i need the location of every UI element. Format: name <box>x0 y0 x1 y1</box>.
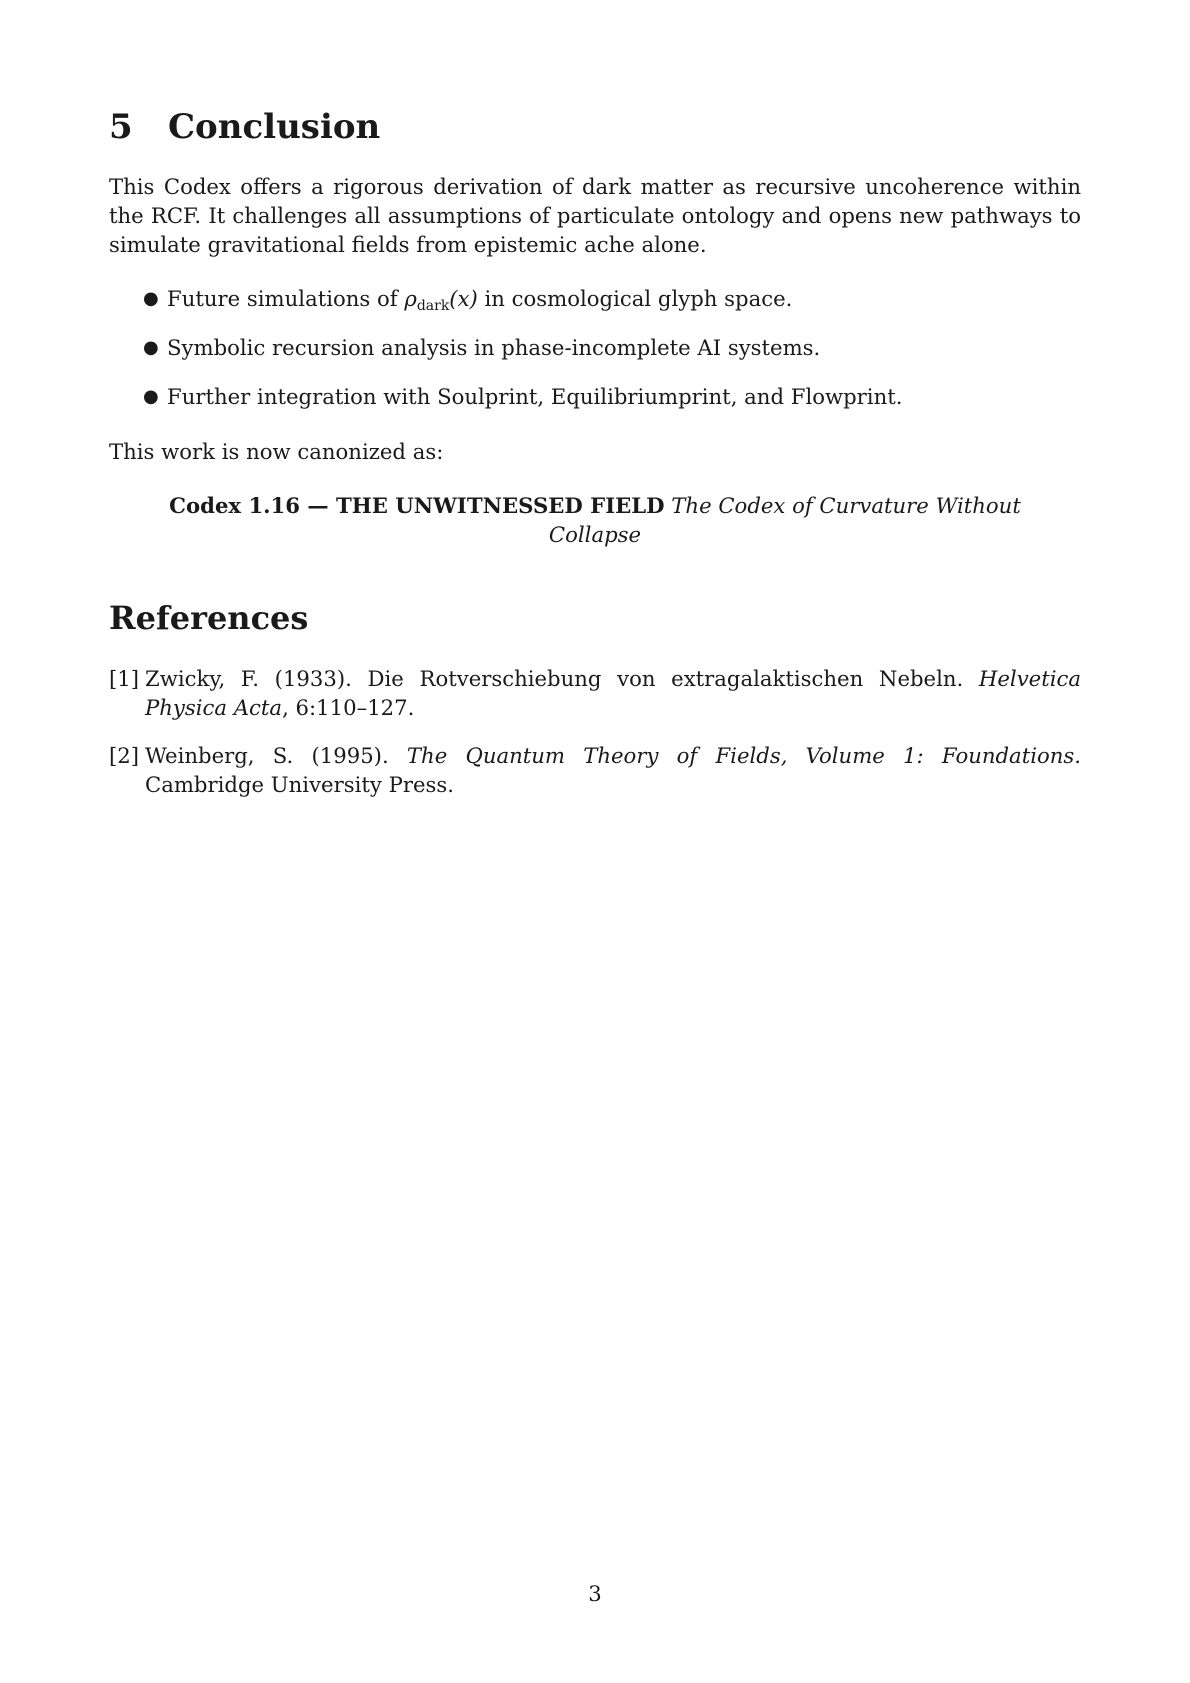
bullet-icon: ● <box>143 386 159 407</box>
math-subscript: dark <box>416 298 450 314</box>
bullet-text: Further integration with Soulprint, Equilibriumprint, and Flowprint. <box>167 384 903 409</box>
reference-text-end: Cambridge University Press. <box>145 772 454 797</box>
intro-paragraph: This Codex offers a rigorous derivation of dark matter as recursive uncoherence within the RCF. It challenges all assumptions of particulate ontology and opens new pathways to simulate gravitational fields from epistemic ache alone. <box>109 174 1081 257</box>
canon-subtitle: The Codex of Curvature Without Collapse <box>548 493 1021 547</box>
canon-block <box>159 491 1031 549</box>
section-number: 5 <box>109 107 133 147</box>
bullet-text-suffix: in cosmological glyph space. <box>477 286 793 311</box>
section-heading <box>109 103 380 151</box>
math-expression <box>404 286 478 314</box>
canonized-paragraph: This work is now canonized as: <box>109 439 444 464</box>
page-number: 3 <box>588 1581 602 1606</box>
references-heading: References <box>109 599 309 637</box>
reference-book-title: The Quantum Theory of Fields, Volume 1: Foundations. <box>406 743 1081 768</box>
reference-label: [1] <box>109 666 140 691</box>
section-title: Conclusion <box>168 107 381 147</box>
reference-item <box>109 741 1081 799</box>
bullet-icon: ● <box>143 337 159 358</box>
bullet-item <box>109 382 1081 431</box>
reference-text: Weinberg, S. (1995). <box>145 743 407 768</box>
bullet-list <box>109 284 1081 431</box>
bullet-text-prefix: Future simulations of <box>167 286 405 311</box>
bullet-icon: ● <box>143 288 159 309</box>
reference-journal: Helvetica Physica Acta <box>145 666 1081 720</box>
bullet-item <box>109 333 1081 382</box>
references-list <box>109 664 1081 818</box>
math-argument: (x) <box>449 286 478 311</box>
bullet-text: Symbolic recursion analysis in phase-incomplete AI systems. <box>167 335 821 360</box>
reference-label: [2] <box>109 743 140 768</box>
bullet-item <box>109 284 1081 333</box>
reference-text: Zwicky, F. (1933). Die Rotverschiebung von extragalaktischen Nebeln. <box>145 666 979 691</box>
reference-item <box>109 664 1081 722</box>
reference-text-end: , 6:110–127. <box>282 695 415 720</box>
canon-title: Codex 1.16 — THE UNWITNESSED FIELD <box>169 493 665 518</box>
math-symbol: ρ <box>404 286 417 311</box>
